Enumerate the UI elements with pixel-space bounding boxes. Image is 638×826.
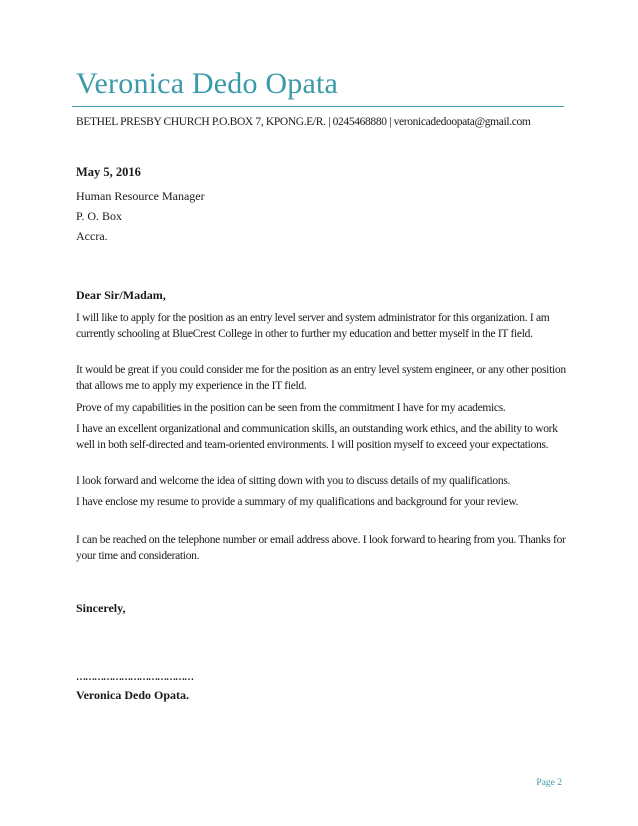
closing: Sincerely, — [76, 601, 126, 615]
signature-line: ………………………………… — [76, 672, 193, 683]
recipient-line-title: Human Resource Manager — [76, 189, 205, 203]
sender-contact-info: BETHEL PRESBY CHURCH P.O.BOX 7, KPONG.E/R. | 0245468880 | veronicadedoopata@gmail.com — [76, 116, 531, 128]
body-paragraph-6: I have enclose my resume to provide a summary of my qualifications and background for your review. — [76, 496, 519, 508]
body-paragraph-2: It would be great if you could consider me for the position as an entry level system engineer, or any other position that allows me to apply my experience in the IT field. — [76, 364, 566, 392]
header-divider — [72, 106, 564, 107]
body-paragraph-3: Prove of my capabilities in the position can be seen from the commitment I have for my academics. — [76, 402, 506, 414]
letter-date: May 5, 2016 — [76, 165, 141, 179]
recipient-line-city: Accra. — [76, 229, 108, 243]
body-paragraph-7: I can be reached on the telephone number or email address above. I look forward to hearing from you. Thanks for your time and consideration. — [76, 534, 566, 562]
body-paragraph-5: I look forward and welcome the idea of sitting down with you to discuss details of my qualifications. — [76, 475, 511, 487]
page-number: Page 2 — [536, 778, 562, 788]
body-paragraph-1: I will like to apply for the position as an entry level server and system administrator for this organization. I am currently schooling at BlueCrest College in other to further my education and better myself in the IT field. — [76, 312, 550, 340]
signature-name: Veronica Dedo Opata. — [76, 688, 190, 702]
body-paragraph-4: I have an excellent organizational and communication skills, an outstanding work ethics, and the ability to work well in both self-directed and team-oriented environments. I will position myself to exceed your expectations. — [76, 423, 558, 451]
salutation: Dear Sir/Madam, — [76, 288, 166, 302]
sender-name: Veronica Dedo Opata — [76, 67, 339, 100]
recipient-line-box: P. O. Box — [76, 209, 123, 223]
